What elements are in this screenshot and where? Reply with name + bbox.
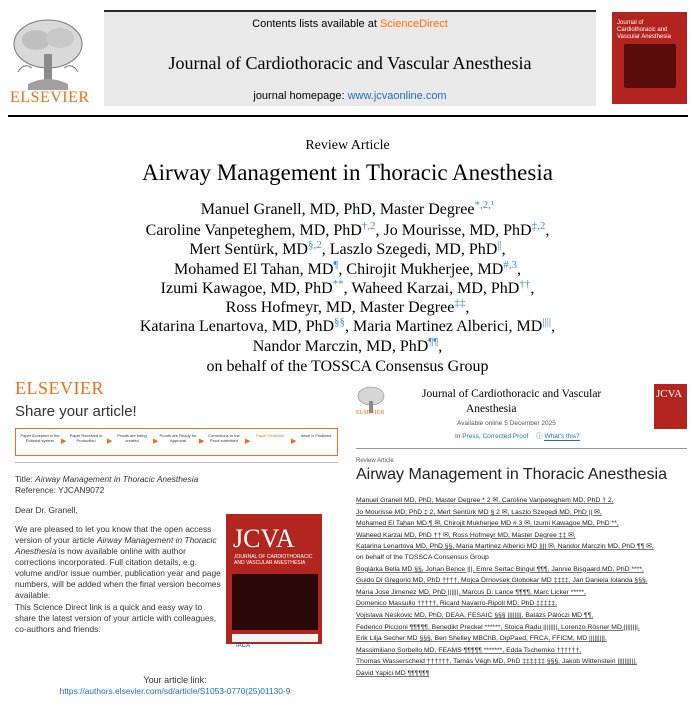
author-separator: , [517,261,522,278]
author-name: Katarina Lenartova, MD, PhD [139,318,335,335]
author-name: , Waheed Karzai, MD, PhD [343,280,520,297]
online-journal-title-line1[interactable]: Journal of Cardiothoracic and Vascular [422,388,602,400]
affiliation-marker[interactable]: *,2,¹ [474,199,495,211]
affiliation-marker[interactable]: |||| [542,316,552,328]
online-author-line[interactable]: Mohamed El Tahan MD ¶ ✉, Chirojit Mukherjee MD # 3 ✉, Izumi Kawagoe MD, PhD **, [356,520,619,528]
author-line [0,358,695,376]
journal-cover-text: Journal of Cardiothoracic and Vascular Anesthesia [617,20,671,40]
author-line [0,280,695,298]
author-name: Manuel Granell, MD, PhD, Master Degree [200,201,475,218]
jcva-cover-title: JCVA [233,524,295,553]
contents-prefix: Contents lists available at [252,18,380,30]
online-author-line[interactable]: Maria Jose Jimenez MD, PhD ||||||, Marcus D. Lance ¶¶¶¶, Marc Licker *****, [356,588,586,596]
progress-step: Proofs are Ready for Approval [159,433,197,443]
progress-divider [15,462,338,463]
in-press-line [455,431,580,440]
online-author-line[interactable]: Erik Lilja Secher MD §§§, Ben Shelley MBChB, DipPaed, FRCA, FFICM, MD |||||||||, [356,635,607,643]
affiliation-marker[interactable]: ¶ [333,259,339,271]
online-author-line[interactable]: Manuel Granell MD, PhD, Master Degree * 2 ✉, Caroline Vanpeteghem MD, PhD † 2, [356,497,614,504]
article-link-label: Your article link: [143,675,207,685]
author-name: Mohamed El Tahan, MD [173,261,334,278]
online-article-title: Airway Management in Thoracic Anesthesia [356,466,667,483]
homepage-link[interactable]: www.jcvaonline.com [347,90,447,102]
available-online-date: Available online 5 December 2025 [457,420,556,427]
email-greeting: Dear Dr. Granell, [15,505,78,515]
jcva-cover-footer [232,634,318,649]
banner-top-rule [104,10,596,12]
email-reference: Reference: YJCAN9072 [15,485,105,495]
affiliation-marker[interactable]: §§ [334,316,346,328]
affiliation-marker[interactable]: ‡‡ [454,297,466,309]
title-label: Title: [15,474,36,484]
sciencedirect-link[interactable]: ScienceDirect [379,18,448,30]
online-article-type: Review Article [356,458,394,464]
homepage-prefix: journal homepage: [253,90,348,102]
author-name: , Chirojit Mukherjee, MD [338,261,504,278]
progress-step: Paper Received in Production [69,433,103,443]
progress-step: Paper Finalized [256,433,284,438]
online-author-line[interactable]: Federico Piccioni ¶¶¶¶¶, Benedikt Preckel ******, Stoica Radu ||||||||, Lorenzo Rösner MD ||||||||, [356,623,640,631]
author-line [0,222,695,240]
author-name: , Maria Martinez Alberici, MD [345,318,543,335]
online-author-line[interactable]: Thomas Wasserscheid ††††††, Tamás Végh MD, PhD ‡‡‡‡‡‡ §§§, Jakob Wittenstein ||||||||||, [356,658,637,666]
author-name: Izumi Kawagoe, MD, PhD [160,280,333,297]
author-name: on behalf of the TOSSCA Consensus Group [206,358,489,375]
elsevier-wordmark: ELSEVIER [10,89,90,106]
online-author-line[interactable]: David Yapici MD ¶¶¶¶¶¶ [356,670,430,677]
author-line [0,201,695,219]
author-separator: , [551,318,556,335]
affiliation-marker[interactable]: || [497,239,502,251]
journal-homepage [104,90,596,102]
progress-arrow-icon: ▶ [153,437,159,445]
online-author-line[interactable]: Guido Di Gregorio MD, PhD ††††, Mojca Drnovsek Globokar MD ‡‡‡‡, Jan Daniela Iolanda §§§, [356,577,648,585]
whats-this-link[interactable]: What's this? [544,433,580,440]
email-paragraph-2: This Science Direct link is a quick and easy way to share the latest version of your article with colleagues, co-authors and friends. [15,602,217,634]
article-share-link[interactable]: https://authors.elsevier.com/sd/article/S1053-0770(25)01130-9 [59,686,291,696]
author-separator: , [465,299,470,316]
contents-line [104,18,596,30]
header-divider [8,115,688,117]
online-author-line[interactable]: Domenico Massullo †††††, Ricard Navarro-Ripoll MD, PhD ‡‡‡‡‡, [356,600,557,608]
online-author-line[interactable]: on behalf of the TOSSCA Consensus Group [356,554,489,561]
in-press-link[interactable]: In Press, Corrected Proof [455,433,529,440]
para1-part-b: is now available online with author corrections incorporated. Full citation details, e.g. volume and/or issue number, publication year and page numbers, will be added when the final version becomes available. [15,546,221,600]
journal-title: Journal of Cardiothoracic and Vascular Anesthesia [168,53,532,73]
small-jcva-cover-title: JCVA [656,388,683,400]
progress-step: Issue is Finalized [300,433,332,438]
author-line [0,338,695,356]
affiliation-marker[interactable]: ** [332,278,344,290]
progress-step: Proofs are being created [117,433,147,443]
author-line [0,261,695,279]
affiliation-marker[interactable]: ‡,2 [531,220,546,232]
jcva-cover-subtitle: JOURNAL OF CARDIOTHORACIC AND VASCULAR ANESTHESIA [234,554,313,566]
email-title-line [15,474,198,485]
online-author-line[interactable]: Katarina Lenartova MD, PhD §§, Maria Martinez Alberici MD |||| ✉, Nandor Marczin MD, PhD ¶¶ ✉, [356,543,654,551]
progress-arrow-icon: ▶ [291,437,297,445]
affiliation-marker[interactable]: †,2 [361,220,376,232]
progress-arrow-icon: ▶ [107,437,113,445]
author-name: Caroline Vanpeteghem, MD, PhD [145,222,362,239]
online-author-line[interactable]: Massimiliano Sorbello MD, FEAMS ¶¶¶¶¶ *******, Edda Tschernko ††††††, [356,646,582,654]
article-type: Review Article [305,138,390,153]
author-separator: , [530,280,535,297]
para1-part-a: We are pleased to let you know that the open access version of your article [15,524,212,545]
affiliation-marker[interactable]: #,3 [503,259,518,271]
progress-step: Corrections to the Proof submitted [208,433,240,443]
email-elsevier-logo: ELSEVIER [15,378,104,398]
jcva-cover-footer-text: IACA [236,643,251,649]
small-elsevier-wordmark: ELSEVIER [356,410,385,416]
progress-step: Paper Accepted in the Editorial system [20,433,60,443]
title-value: Airway Management in Thoracic Anesthesia [35,474,199,484]
progress-arrow-icon: ▶ [61,437,67,445]
author-name: , Laszlo Szegedi, MD, PhD [321,241,498,258]
author-separator: , [501,241,506,258]
online-author-line[interactable]: Waheed Karzai MD, PhD †† ✉, Ross Hofmeyr MD, Master Degree ‡‡ ✉, [356,531,576,539]
author-line [0,299,695,317]
article-title: Airway Management in Thoracic Anesthesia [142,160,553,185]
author-line [0,318,695,336]
online-author-line[interactable]: Jo Mourisse MD, PhD ‡ 2, Mert Sentürk MD § 2 ✉, Laszlo Szegedi MD, PhD || ✉, [356,508,602,516]
jcva-cover-artwork [232,574,318,630]
online-journal-title-line2[interactable]: Anesthesia [466,403,517,415]
online-author-line[interactable]: Boglárka Bella MD §§, Johan Bence |||, Emre Sertac Bingul ¶¶¶, Jannie Bisgaard MD, PhD ****, [356,565,644,573]
affiliation-marker[interactable]: ¶¶ [428,336,439,348]
author-name: , Jo Mourisse, MD, PhD [375,222,532,239]
author-name: Nandor Marczin, MD, PhD [252,338,429,355]
affiliation-marker[interactable]: †† [519,278,531,290]
author-line [0,241,695,259]
email-paragraph-1 [15,524,223,601]
para1-article-title: Airway Management in Thoracic Anesthesia [15,535,217,556]
progress-arrow-icon: ▶ [245,437,251,445]
affiliation-marker[interactable]: §,2 [307,239,322,251]
online-header-divider [356,448,687,449]
author-name: Mert Sentürk, MD [189,241,308,258]
online-author-line[interactable]: Vojislava Neskovic MD, PhD, DEAA, FESAIC §§§ ||||||||, Balázs Pálóczi MD ¶¶, [356,612,594,619]
author-separator: , [438,338,443,355]
journal-cover-artwork [624,44,676,88]
author-name: Ross Hofmeyr, MD, Master Degree [225,299,455,316]
progress-arrow-icon: ▶ [199,437,205,445]
question-circle-icon[interactable]: ⓘ [536,433,543,440]
share-heading: Share your article! [15,403,137,420]
author-separator: , [545,222,550,239]
